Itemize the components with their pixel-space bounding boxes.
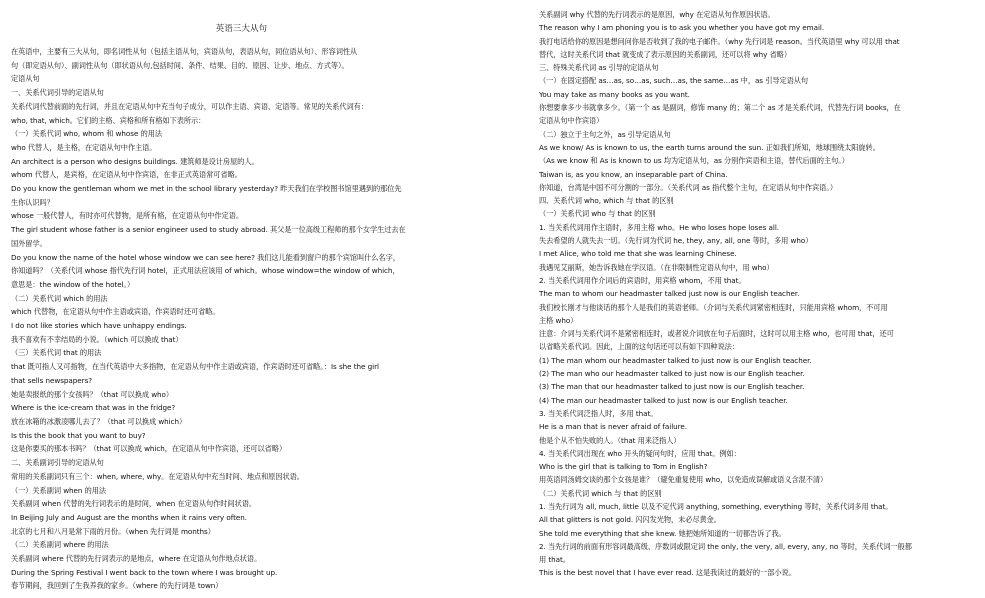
text-line: You may take as many books as you want. bbox=[539, 89, 690, 99]
text-line: 注意：介词与关系代词不是紧密相连时，或者说介词放在句子后面时，这时可以用主格 who，也可用 that，还可 bbox=[539, 329, 894, 339]
text-line: 二、关系副词引导的定语从句 bbox=[11, 458, 104, 468]
document-title: 英语三大从句 bbox=[215, 23, 268, 33]
text-line: 这是你要买的那本书吗？（that 可以换成 which，在定语从句中作宾语，还可以省略） bbox=[11, 444, 287, 454]
text-line: As we know/ As is known to us, the earth turns around the sun. 正如我们所知，地球围绕太阳旋转。 bbox=[539, 142, 880, 152]
text-line: （一）在固定搭配 as…as, so…as, such…as, the same…as 中，as 引导定语从句 bbox=[539, 76, 809, 86]
text-line: （三）关系代词 that 的用法 bbox=[11, 348, 102, 358]
text-line: （一）关系代词 who, whom 和 whose 的用法 bbox=[11, 129, 162, 139]
text-line: 1. 当关系代词用作主语时，多用主格 who。He who loses hope loses all. bbox=[539, 222, 780, 232]
text-line: The girl student whose father is a senior engineer used to study abroad. 其父是一位高级工程师的那个女学生过去在 bbox=[11, 225, 406, 235]
text-line: All that glitters is not gold. 闪闪发光物，未必尽黄金。 bbox=[539, 515, 721, 525]
text-line: 你知道吗？（关系代词 whose 指代先行词 hotel，正式用法应该用 of which。whose window=the window of which， bbox=[11, 266, 400, 276]
text-line: 替代，这时关系代词 that 就变成了表示原因的关系副词，还可以将 why 省略） bbox=[539, 49, 792, 59]
text-line: 我们校长刚才与他谈话的那个人是我们的英语老师。（介词与关系代词紧密相连时，只能用宾格 whom，不可用 bbox=[539, 302, 888, 312]
text-line: I met Alice, who told me that she was learning Chinese. bbox=[539, 249, 737, 259]
text-line: 3. 当关系代词泛指人时，多用 that。 bbox=[539, 408, 658, 418]
text-line: 句（即定语从句）、副词性从句（即状语从句,包括时间、条件、结果、目的、原因、让步、地点、方式等）。 bbox=[11, 60, 349, 70]
text-line: （二）关系副词 where 的用法 bbox=[11, 540, 109, 550]
text-line: 常用的关系副词只有三个：when, where, why。在定语从句中充当时间、地点和原因状语。 bbox=[11, 471, 304, 481]
text-line: She told me everything that she knew. 她把她所知道的一切都告诉了我。 bbox=[539, 528, 786, 538]
text-line: 4. 当关系代词出现在 who 开头的疑问句时，应用 that。例如： bbox=[539, 448, 741, 458]
text-line: Do you know the gentleman whom we met in the school library yesterday? 昨天我们在学校图书馆里遇到的那位先 bbox=[11, 184, 402, 194]
text-line: 定语从句中作宾语） bbox=[539, 116, 604, 126]
text-line: that 既可指人又可指物，在当代英语中大多指物，在定语从句中作主语或宾语，作宾语时还可省略。：Is she the girl bbox=[11, 362, 379, 372]
text-line: 关系代词代替前面的先行词，并且在定语从句中充当句子成分，可以作主语、宾语、定语等。常见的关系代词有： bbox=[11, 101, 368, 111]
text-line: 关系副词 when 代替的先行词表示的是时间，when 在定语从句作时间状语。 bbox=[11, 499, 256, 509]
text-line: During the Spring Festival I went back to the town where I was brought up. bbox=[11, 567, 278, 577]
text-line: （As we know 和 As is known to us 均为定语从句，as 分别作宾语和主语，替代后面的主句。） bbox=[539, 156, 849, 166]
text-line: whose 一般代替人，有时亦可代替物，是所有格，在定语从句中作定语。 bbox=[11, 211, 243, 221]
right-page-body bbox=[539, 8, 977, 580]
text-line: 以省略关系代词。因此，上面的这句话还可以有如下四种说法： bbox=[539, 342, 739, 352]
text-line: The reason why I am phoning you is to ask you whether you have got my email. bbox=[539, 23, 825, 33]
text-line: Is this the book that you want to buy? bbox=[11, 430, 146, 440]
text-line: （二）关系代词 which 的用法 bbox=[11, 293, 108, 303]
text-line: Do you know the name of the hotel whose window we can see here? 我们这儿能看到窗户的那个宾馆叫什么名字， bbox=[11, 252, 400, 262]
text-line: This is the best novel that I have ever read. 这是我读过的最好的一部小说。 bbox=[539, 568, 796, 578]
text-line: 你想要拿多少书就拿多少。（第一个 as 是副词，修饰 many 的；第二个 as 才是关系代词，代替先行词 books，在 bbox=[539, 103, 901, 113]
text-line: 他是个从不怕失败的人。（that 用来泛指人） bbox=[539, 435, 681, 445]
text-line: 我不喜欢有不幸结局的小说。（which 可以换成 that） bbox=[11, 334, 183, 344]
text-line: Where is the ice-cream that was in the fridge? bbox=[11, 403, 176, 413]
text-line: 失去希望的人就失去一切。（先行词为代词 he, they, any, all, one 等时，多用 who） bbox=[539, 236, 813, 246]
text-line: （一）关系代词 who 与 that 的区别 bbox=[539, 209, 656, 219]
text-line: 国外留学。 bbox=[11, 238, 47, 248]
page-gutter bbox=[483, 0, 529, 598]
text-line: （二）关系代词 which 与 that 的区别 bbox=[539, 488, 662, 498]
text-line: 用 that。 bbox=[539, 555, 570, 565]
document-page-right bbox=[530, 0, 985, 598]
text-line: 放在冰箱的冰激凌哪儿去了？（that 可以换成 which） bbox=[11, 416, 187, 426]
text-line: which 代替物，在定语从句中作主语或宾语，作宾语时还可省略。 bbox=[11, 307, 220, 317]
text-line: The man to whom our headmaster talked just now is our English teacher. bbox=[539, 289, 800, 299]
text-line: 2. 当先行词的前面有形容词最高级、序数词或限定词 the only, the very, all, every, any, no 等时，关系代词一般都 bbox=[539, 541, 912, 551]
text-line: 生你认识吗？ bbox=[11, 197, 54, 207]
text-line: Who is the girl that is talking to Tom in English? bbox=[539, 462, 708, 472]
text-line: (4) The man our headmaster talked to just now is our English teacher. bbox=[539, 395, 788, 405]
text-line: 定语从句 bbox=[11, 74, 40, 84]
text-line: (2) The man who our headmaster talked to just now is our English teacher. bbox=[539, 369, 805, 379]
text-line: 她是卖报纸的那个女孩吗？（that 可以换成 who） bbox=[11, 389, 174, 399]
left-page-body bbox=[11, 45, 472, 593]
text-line: (3) The man that our headmaster talked to just now is our English teacher. bbox=[539, 382, 805, 392]
text-line: who, that, which。它们的主格、宾格和所有格如下表所示： bbox=[11, 115, 206, 125]
text-line: I do not like stories which have unhappy endings. bbox=[11, 321, 187, 331]
text-line: An architect is a person who designs buildings. 建筑师是设计房屋的人。 bbox=[11, 156, 259, 166]
text-line: Taiwan is, as you know, an inseparable part of China. bbox=[539, 169, 728, 179]
text-line: 四、关系代词 who, which 与 that 的区别 bbox=[539, 196, 674, 206]
document-page-left bbox=[0, 0, 482, 598]
text-line: 意思是：the window of the hotel。） bbox=[11, 279, 135, 289]
text-line: 北京的七月和八月是常下雨的月份。（when 先行词是 months） bbox=[11, 526, 215, 536]
text-line: 主格 who） bbox=[539, 315, 578, 325]
text-line: (1) The man whom our headmaster talked to just now is our English teacher. bbox=[539, 355, 812, 365]
text-line: who 代替人，是主格，在定语从句中作主语。 bbox=[11, 142, 157, 152]
text-line: 我遇见艾丽斯，她告诉我她在学汉语。（在非限制性定语从句中，用 who） bbox=[539, 262, 774, 272]
text-line: whom 代替人，是宾格，在定语从句中作宾语，在非正式英语常可省略。 bbox=[11, 170, 242, 180]
text-line: 2. 当关系代词用作介词后的宾语时，用宾格 whom，不用 that。 bbox=[539, 275, 746, 285]
text-line: 关系副词 where 代替的先行词表示的是地点，where 在定语从句作地点状语。 bbox=[11, 554, 262, 564]
text-line: 你知道，台湾是中国不可分割的一部分。（关系代词 as 指代整个主句，在定语从句中作宾语。） bbox=[539, 182, 837, 192]
text-line: 一、关系代词引导的定语从句 bbox=[11, 88, 104, 98]
text-line: 三、特殊关系代词 as 引导的定语从句 bbox=[539, 63, 659, 73]
text-line: In Beijing July and August are the months when it rains very often. bbox=[11, 512, 247, 522]
text-line: that sells newspapers? bbox=[11, 375, 93, 385]
text-line: 关系副词 why 代替的先行词表示的是原因，why 在定语从句作原因状语。 bbox=[539, 10, 775, 19]
text-line: 用英语同汤姆交谈的那个女孩是谁？（避免重复使用 who，以免造成误解或语义含混不清） bbox=[539, 475, 828, 485]
text-line: （二）独立于主句之外，as 引导定语从句 bbox=[539, 129, 671, 139]
text-line: 我打电话给你的原因是想问问你是否收到了我的电子邮件。（why 先行词是 reason。当代英语里 why 可以用 that bbox=[539, 36, 900, 46]
text-line: He is a man that is never afraid of failure. bbox=[539, 422, 688, 432]
text-line: （一）关系副词 when 的用法 bbox=[11, 485, 107, 495]
text-line: 在英语中，主要有三大从句，即名词性从句（包括主语从句，宾语从句，表语从句，同位语从句）、形容词性从 bbox=[11, 47, 358, 56]
text-line: 春节期间，我回到了生我养我的家乡。（where 的先行词是 town） bbox=[11, 581, 223, 591]
text-line: 1. 当先行词为 all, much, little 以及不定代词 anything, something, everything 等时，关系代词多用 that。 bbox=[539, 501, 893, 511]
